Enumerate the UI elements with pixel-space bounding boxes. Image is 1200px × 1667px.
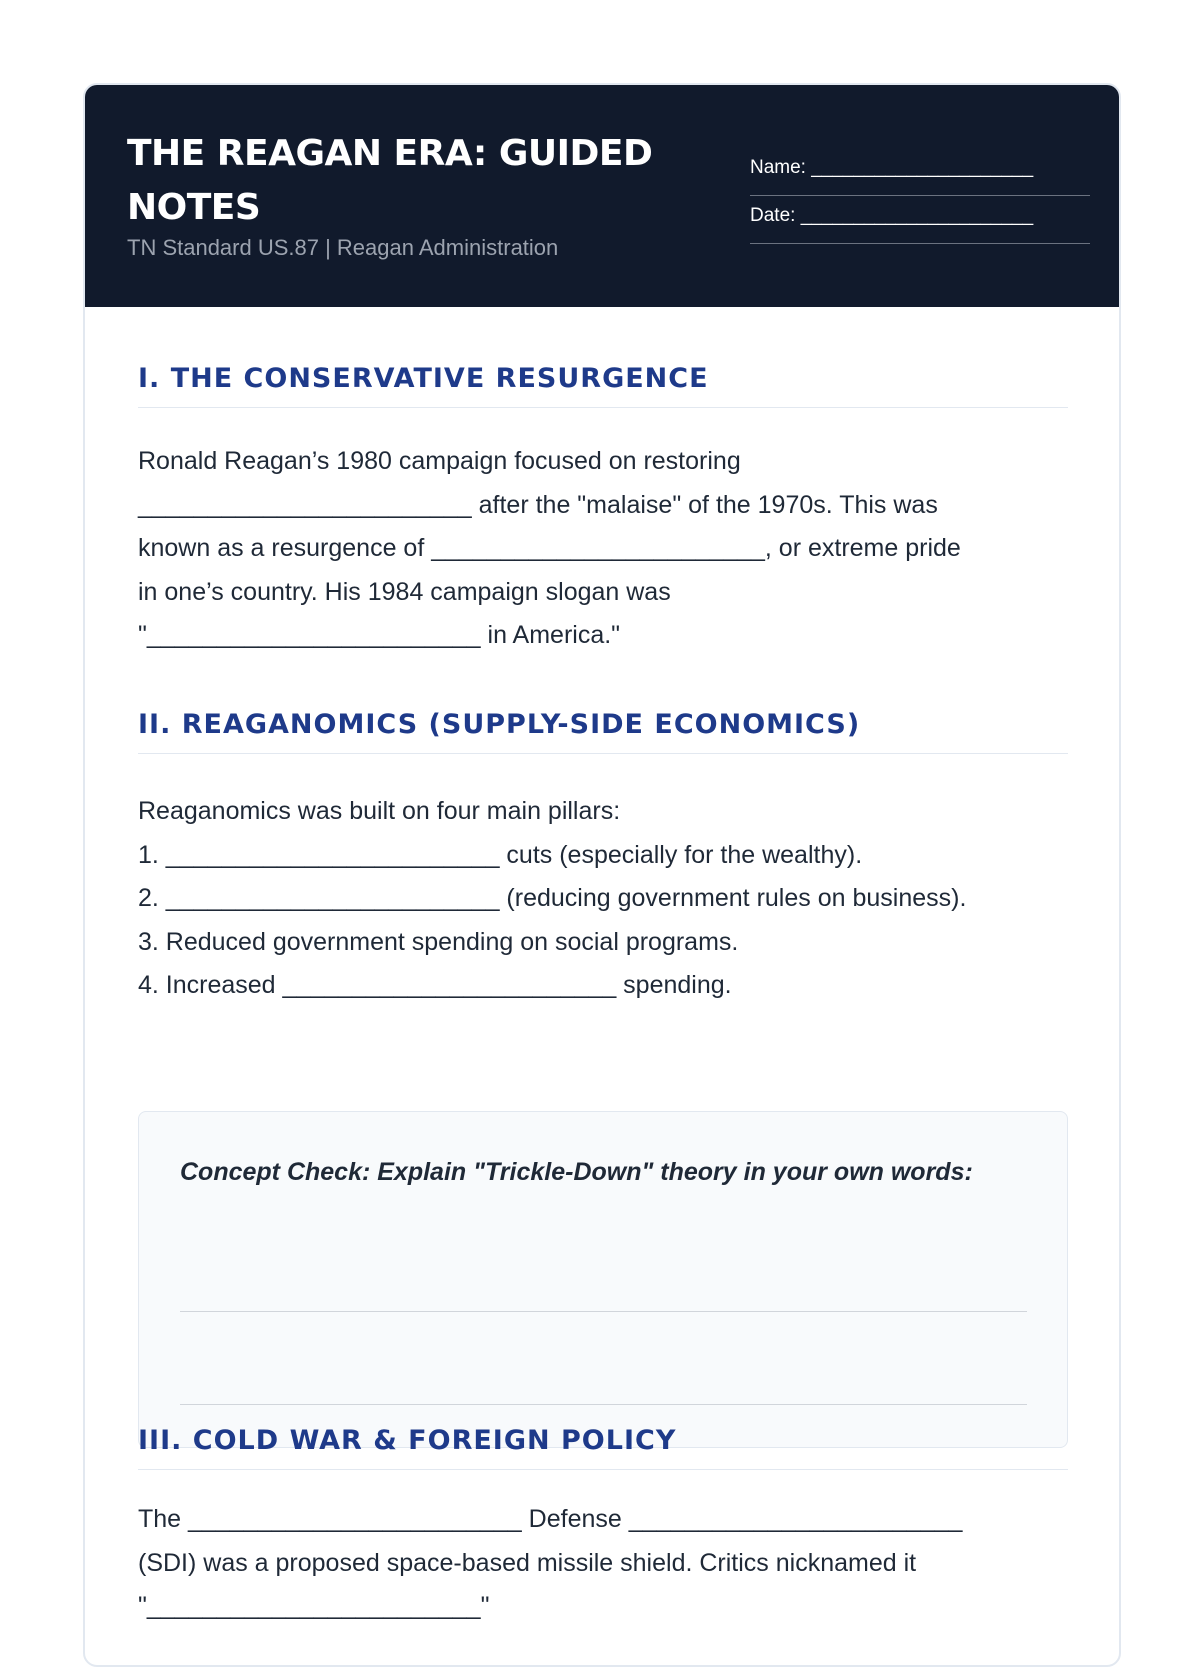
section-3-blank-line[interactable]: "________________________" [138, 1592, 490, 1620]
section-2-text [138, 790, 1068, 1008]
concept-check-prompt: Concept Check: Explain "Trickle-Down" theory in your own words: [180, 1158, 973, 1186]
worksheet-header [85, 85, 1119, 307]
answer-line[interactable] [180, 1311, 1027, 1312]
date-field[interactable]: Date: ______________________ [750, 198, 1090, 244]
section-1-line: in one’s country. His 1984 campaign slogan was [138, 577, 671, 606]
section-heading-reaganomics: II. REAGANOMICS (SUPPLY-SIDE ECONOMICS) [138, 709, 1068, 754]
section-3-text [138, 1498, 1068, 1629]
section-3-line: (SDI) was a proposed space-based missile shield. Critics nicknamed it [138, 1548, 917, 1577]
section-2-line: Reaganomics was built on four main pillars: [138, 797, 621, 825]
pillar-3-line: 3. Reduced government spending on social programs. [138, 927, 739, 956]
section-heading-cold-war: III. COLD WAR & FOREIGN POLICY [138, 1425, 1068, 1470]
section-1-blank-line[interactable]: "________________________ in America." [138, 621, 621, 649]
section-heading-conservative-resurgence: I. THE CONSERVATIVE RESURGENCE [138, 363, 1068, 408]
student-info [750, 150, 1090, 244]
section-1-text [138, 440, 1068, 658]
pillar-4-blank-line[interactable]: 4. Increased ________________________ spending. [138, 971, 732, 999]
section-1-blank-line[interactable]: ________________________ after the "malaise" of the 1970s. This was [138, 490, 938, 519]
section-1-blank-line[interactable]: known as a resurgence of ________________________, or extreme pride [138, 534, 961, 562]
standard-subtitle: TN Standard US.87 | Reagan Administration [127, 235, 559, 260]
pillar-1-blank-line[interactable]: 1. ________________________ cuts (especially for the wealthy). [138, 840, 863, 869]
worksheet [83, 83, 1121, 1667]
name-field[interactable]: Name: _____________________ [750, 150, 1090, 196]
section-1-line: Ronald Reagan’s 1980 campaign focused on restoring [138, 447, 741, 475]
pillar-2-blank-line[interactable]: 2. ________________________ (reducing government rules on business). [138, 884, 967, 912]
answer-line[interactable] [180, 1404, 1027, 1405]
concept-check-box [138, 1111, 1068, 1448]
section-3-blank-line[interactable]: The ________________________ Defense ________________________ [138, 1505, 963, 1533]
page-title: THE REAGAN ERA: GUIDED NOTES [127, 133, 653, 228]
